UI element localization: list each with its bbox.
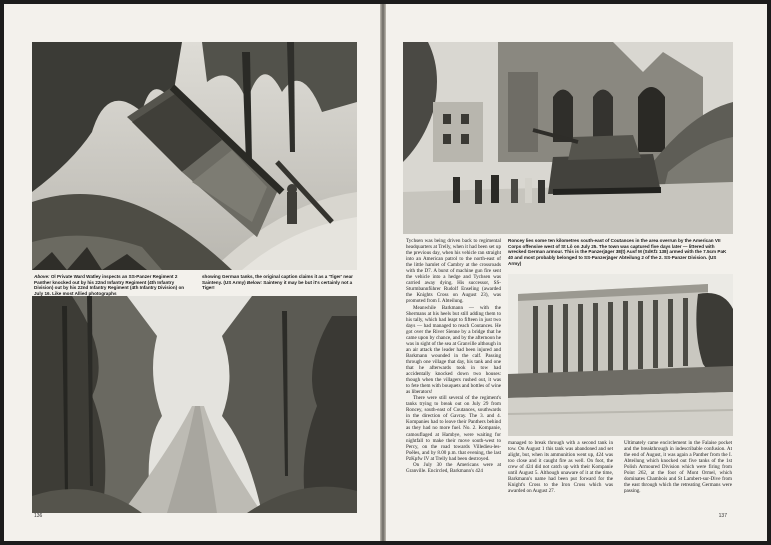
caption-text: Ol Private Ward Watley inspects an SS-Panzer Regiment 2 Panther knocked out by his 22nd Infantry Regiment (4th Infantry Division) out by his 22nd Infantry Regiment (4th Infantry Division) on July 16. Like most Allied photographs: [34, 274, 185, 297]
page-number-left: 136: [34, 513, 43, 519]
caption-lead-below: Below:: [245, 279, 262, 285]
photo-roncey-panzerjager: [403, 42, 733, 234]
paragraph: There were still several of the regiment's tanks trying to break out on July 29 from Roncey, south-east of Coutances, southwards in the direction of Gavray. The 3. and 4. Kompanies had to leave their Panthers behind as they had no more fuel. No. 2. Kompanie, camouflaged at Hambye, were waiting for nightfall to make their move south-west to Percy, on the road towards Villedieu-les-Poêles, and by 8.00 p.m. that evening, the last PzKpfw IV at Trelly had been destroyed.: [406, 395, 501, 462]
body-column-2: [508, 440, 613, 515]
page-number-right: 137: [718, 513, 727, 519]
paragraph: Ultimately came encirclement in the Falaise pocket and the breakthrough in indescribable confusion. At the end of August, it was again a Panther from the I. Abteilung which knocked out five tanks of the 1st Polish Armoured Division which were firing from Point 262, at the foot of Mont Ormel, which dominates Chambois and St Lambert-sur-Dive from the east through which the retreating Germans were passing.: [624, 440, 732, 495]
body-column-3: [624, 440, 732, 515]
caption-text: showing German tanks, the original caption claims it as a 'Tiger' near Sainteny. (US Army): [202, 274, 353, 285]
paragraph: Meanwhile Barkmann — with the Shermans at his heels but still adding them to his tally, which had leapt to fifteen in just two days — had managed to reach Coutances. He got over the River Sienne by a bridge that he came upon by chance, and by the afternoon he was in sight of the sea at Granville although in an air attack the leader had been injured and Barkmann wounded in the calf. Passing through one village that day, his tank and one that he afterwards took in tow had accidentally knocked down two houses: though when the villagers rushed out, it was to fete them with bouquets and bottles of wine as liberators!: [406, 304, 501, 396]
caption-text: Sainteny it may be but it's certainly not a Tiger!: [202, 279, 353, 291]
right-page: [386, 4, 767, 541]
paragraph: managed to break through with a second tank in tow. On August 1 this tank was abandoned and set alight, but, when its ammunition went up, 424 was too close and it caught fire as well. On foot, the crew of 424 did not catch up with their Kompanie until August 5. Although unaware of it at the time, Barkmann's name had been put forward for the Knight's Cross to the Iron Cross which was awarded on August 27.: [508, 440, 613, 495]
paragraph: Tychsen was being driven back to regimental headquarters at Trelly, when it had been set up the previous day, when his vehicle ran straight into an American patrol to the north-east of the little hamlet of Cambry at the crossroads with the D7. A burst of machine gun fire sent the vehicle into a hedge and Tychsen was carried away dying. His successor, SS-Sturmbannführer Rudolf Enseling (awarded the Knights Cross on August 23), was promoted from I. Abteilung.: [406, 238, 501, 305]
body-column-1: [406, 238, 501, 513]
left-page: [4, 4, 380, 541]
left-caption-col1: [34, 274, 194, 297]
photo-knocked-out-panther: [32, 42, 357, 270]
caption-lead: Above:: [34, 274, 50, 279]
left-caption-col2: [202, 274, 357, 291]
photo-roncey-today: [508, 274, 733, 436]
paragraph: On July 30 the Americans were at Granville. Encircled, Barkmann's 424: [406, 461, 501, 474]
right-caption: Roncey lies some ten kilometres south-east of Coutances in the area overrun by the American VII Corps offensive west of St Lô on July 25. The town was captured five days later — littered with wrecked German armour. This is the Panzerjäger 38(t) Ausf M (SdKfz 138) armed with the 7.5cm PaK 40 and most probably belonged to SS-Panzerjäger Abteilung 2 of the 2. SS-Panzer Division. (US Army): [508, 238, 727, 266]
photo-country-road: [32, 296, 357, 513]
